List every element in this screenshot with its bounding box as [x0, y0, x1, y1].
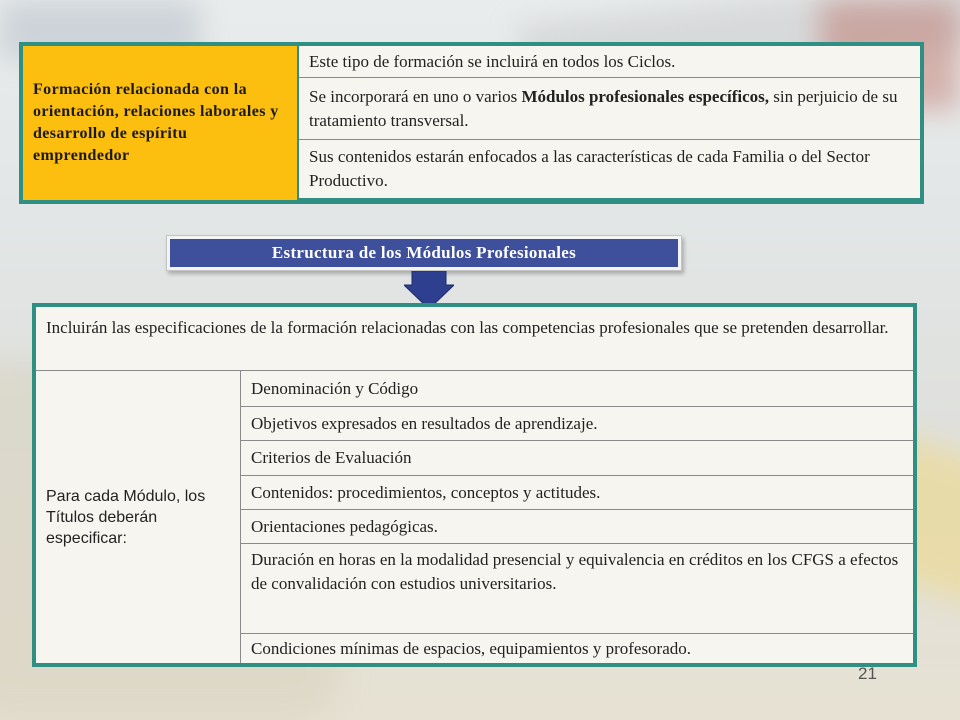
- modules-left-label: Para cada Módulo, los Títulos deberán especificar:: [46, 487, 206, 547]
- orientation-row-1: [299, 46, 920, 78]
- orientation-row-2-bold: Módulos profesionales específicos,: [521, 86, 770, 106]
- modules-intro-text: Incluirán las especificaciones de la formación relacionadas con las competencias profesionales que se pretenden desarrollar.: [46, 318, 889, 337]
- module-item: [241, 441, 913, 476]
- page-number: 21: [858, 664, 877, 683]
- orientation-label-cell: [23, 46, 297, 200]
- section-header-title: Estructura de los Módulos Profesionales: [170, 239, 678, 267]
- modules-intro: [36, 307, 913, 371]
- module-item-text: Criterios de Evaluación: [251, 448, 412, 467]
- modules-body: [36, 371, 913, 663]
- orientation-row-1-text: Este tipo de formación se incluirá en todos los Ciclos.: [309, 51, 676, 71]
- section-header: [166, 235, 682, 271]
- module-item: [241, 476, 913, 510]
- orientation-row-3: [299, 140, 920, 198]
- module-item-text: Orientaciones pedagógicas.: [251, 516, 438, 536]
- orientation-row-3-text: Sus contenidos estarán enfocados a las características de cada Familia o del Sector Productivo.: [309, 147, 870, 190]
- modules-left-label-cell: [36, 371, 241, 663]
- modules-items: [241, 371, 913, 663]
- module-item: [241, 371, 913, 407]
- module-item: [241, 407, 913, 441]
- modules-table: [32, 303, 917, 667]
- orientation-label: Formación relacionada con la orientación, relaciones laborales y desarrollo de espíritu emprendedor: [33, 81, 279, 164]
- orientation-row-2-text: [309, 85, 910, 133]
- module-item: [241, 510, 913, 544]
- module-item-text: Objetivos expresados en resultados de aprendizaje.: [251, 413, 598, 433]
- module-item-text: Condiciones mínimas de espacios, equipamientos y profesorado.: [251, 638, 692, 658]
- orientation-row-2-after: sin perjuicio de su tratamiento transversal.: [309, 86, 898, 130]
- module-item: [241, 634, 913, 663]
- orientation-details: [299, 46, 920, 200]
- module-item-text: Denominación y Código: [251, 378, 419, 398]
- orientation-row-2: [299, 78, 920, 140]
- module-item-text: Contenidos: procedimientos, conceptos y actitudes.: [251, 482, 601, 502]
- orientation-table: [19, 42, 924, 204]
- module-item-text: Duración en horas en la modalidad presencial y equivalencia en créditos en los CFGS a efectos de convalidación con estudios universitarios.: [251, 550, 899, 593]
- module-item: [241, 544, 913, 634]
- orientation-row-2-before: Se incorporará en uno o varios: [309, 86, 522, 106]
